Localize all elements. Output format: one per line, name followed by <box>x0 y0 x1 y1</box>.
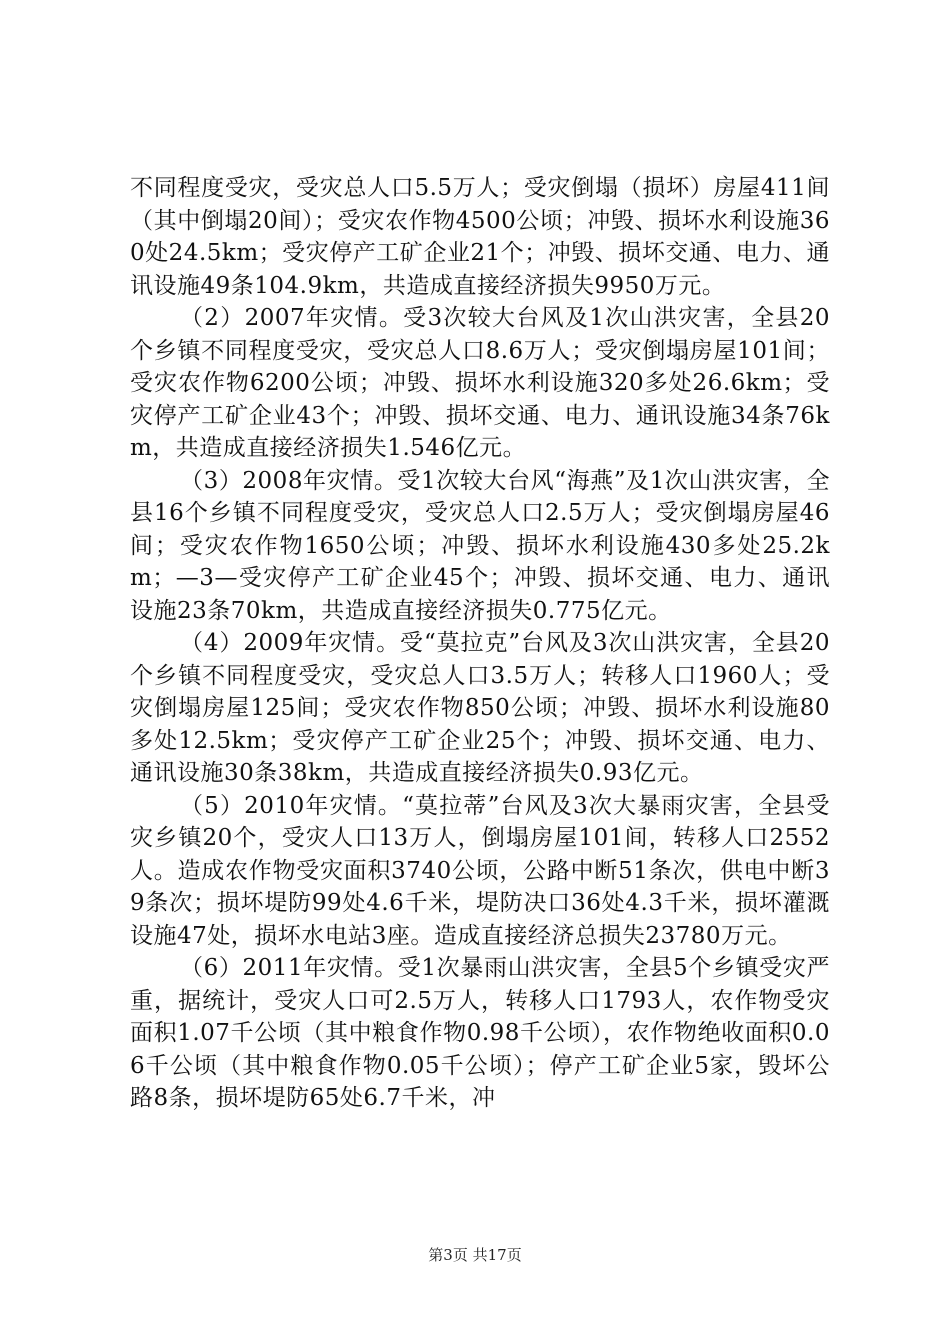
paragraph-2007: （2）2007年灾情。受3次较大台风及1次山洪灾害，全县20个乡镇不同程度受灾，受灾总人口8.6万人；受灾倒塌房屋101间；受灾农作物6200公顷；冲毁、损坏水利设施320多处26.6km；受灾停产工矿企业43个；冲毁、损坏交通、电力、通讯设施34条76km，共造成直接经济损失1.546亿元。 <box>130 305 830 461</box>
paragraph-2009: （4）2009年灾情。受“莫拉克”台风及3次山洪灾害，全县20个乡镇不同程度受灾，受灾总人口3.5万人；转移人口1960人；受灾倒塌房屋125间；受灾农作物850公顷；冲毁、损坏水利设施80多处12.5km；受灾停产工矿企业25个；冲毁、损坏交通、电力、通讯设施30条38km，共造成直接经济损失0.93亿元。 <box>130 630 830 786</box>
paragraph-2010: （5）2010年灾情。“莫拉蒂”台风及3次大暴雨灾害，全县受灾乡镇20个，受灾人口13万人，倒塌房屋101间，转移人口2552人。造成农作物受灾面积3740公顷，公路中断51条次，供电中断39条次；损坏堤防99处4.6千米，堤防决口36处4.3千米，损坏灌溉设施47处，损坏水电站3座。造成直接经济总损失23780万元。 <box>130 792 830 949</box>
page-number-footer: 第3页 共17页 <box>428 1246 522 1264</box>
document-body <box>130 172 830 1115</box>
paragraph-2011: （6）2011年灾情。受1次暴雨山洪灾害，全县5个乡镇受灾严重，据统计，受灾人口可2.5万人，转移人口1793人，农作物受灾面积1.07千公顷（其中粮食作物0.98千公顷），农作物绝收面积0.06千公顷（其中粮食作物0.05千公顷）；停产工矿企业5家，毁坏公路8条，损坏堤防65处6.7千米，冲 <box>130 955 830 1111</box>
paragraph-continued: 不同程度受灾，受灾总人口5.5万人；受灾倒塌（损坏）房屋411间（其中倒塌20间）；受灾农作物4500公顷；冲毁、损坏水利设施360处24.5km；受灾停产工矿企业21个；冲毁、损坏交通、电力、通讯设施49条104.9km，共造成直接经济损失9950万元。 <box>130 175 830 299</box>
paragraph-2008: （3）2008年灾情。受1次较大台风“海燕”及1次山洪灾害，全县16个乡镇不同程度受灾，受灾总人口2.5万人；受灾倒塌房屋46间；受灾农作物1650公顷；冲毁、损坏水利设施430多处25.2km；—3—受灾停产工矿企业45个；冲毁、损坏交通、电力、通讯设施23条70km，共造成直接经济损失0.775亿元。 <box>130 467 830 624</box>
